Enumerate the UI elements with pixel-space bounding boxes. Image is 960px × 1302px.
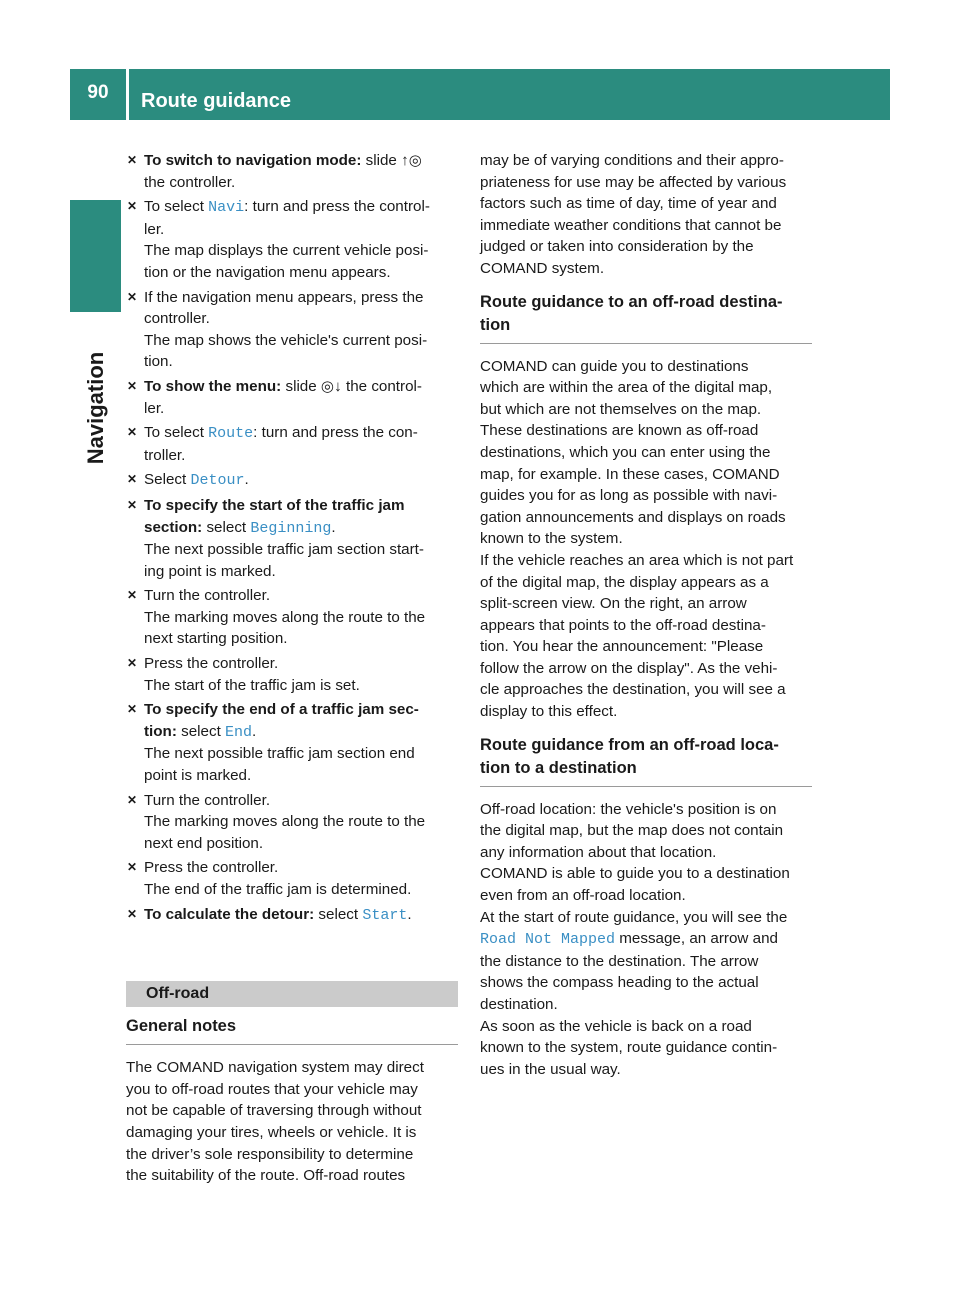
instruction-step: ✕ To calculate the detour: select Start. [127, 905, 412, 924]
instruction-step: ✕ Press the controller. The start of the traffic jam is set. [127, 655, 360, 694]
step-arrow-icon: ✕ [127, 702, 138, 717]
page-number: 90 [87, 82, 109, 103]
instruction-step: ✕ Turn the controller. The marking moves along the route to the next starting position. [127, 587, 426, 648]
offroad-destination-heading: Route guidance to an off-road destina- tion [480, 291, 812, 344]
continuation-text: may be of varying conditions and their appro- priateness for use may be affected by various factors such as time of day, time of year and immediate weather conditions that cannot be judged or taken into consideration by the COMAND system. [480, 152, 787, 277]
offroad-location-text: Off-road location: the vehicle's position is on the digital map, but the map does not contain any information about that location. COMAND is able to guide you to a destination even from an off-road location. At the start of route guidance, you will see the Road Not Mapped message, an arrow and the distance to the destination. The arrow shows the compass heading to the actual destination. As soon as the vehicle is back on a road known to the system, route guidance contin- ues in the usual way. [480, 800, 790, 1078]
step-arrow-icon: ✕ [127, 289, 138, 304]
offroad-destination-text: COMAND can guide you to destinations which are within the area of the digital map, but which are not themselves on the map. These destinations are known as off-road destinations, which you can enter using the map, for example. In these cases, COMAND guides you for as long as possible with navi- gation announcements and displays on roads known to the system. If the vehicle reaches an area which is not part of the digital map, the display appears as a split-screen view. On the right, an arrow appears that points to the off-road destina- tion. You hear the announcement: "Please follow the arrow on the display". As the vehi- cle approaches the destination, you will see a display to this effect. [480, 357, 794, 721]
right-column [480, 150, 812, 1083]
instruction-step: ✕ To switch to navigation mode: slide ↑◎ the controller. [127, 152, 422, 191]
instruction-step: ✕ To show the menu: slide ◎↓ the control- ler. [127, 377, 422, 417]
section-title: Route guidance [141, 90, 292, 112]
instruction-step: ✕ To select Route: turn and press the con- troller. [127, 424, 418, 464]
instruction-step: ✕ To specify the end of a traffic jam sec- tion: select End. The next possible traffic jam section end point is marked. [127, 701, 419, 785]
instruction-step: ✕ To select Navi: turn and press the control- ler. The map displays the current vehicle posi- tion or the navigation menu appears. [127, 198, 430, 281]
chapter-tab [70, 200, 121, 312]
step-arrow-icon: ✕ [127, 425, 138, 440]
general-notes-heading: General notes [126, 1015, 458, 1045]
step-arrow-icon: ✕ [127, 497, 138, 512]
step-arrow-icon: ✕ [127, 378, 138, 393]
step-arrow-icon: ✕ [127, 792, 138, 807]
step-arrow-icon: ✕ [127, 906, 138, 921]
offroad-location-heading: Route guidance from an off-road loca- tion to a destination [480, 734, 812, 787]
instruction-step: ✕ To specify the start of the traffic jam section: select Beginning. The next possible traffic jam section start- ing point is marked. [127, 496, 424, 580]
chapter-label [70, 318, 121, 498]
offroad-heading: Off-road [126, 981, 458, 1007]
general-notes-text: The COMAND navigation system may direct you to off-road routes that your vehicle may not be capable of traversing through without damaging your tires, wheels or vehicle. It is the driver’s sole responsibility to determine the suitability of the route. Off-road routes [126, 1059, 424, 1185]
step-arrow-icon: ✕ [127, 860, 138, 875]
chapter-label-text: Navigation [82, 351, 108, 465]
step-arrow-icon: ✕ [127, 472, 138, 487]
step-arrow-icon: ✕ [127, 588, 138, 603]
header-divider [126, 69, 129, 120]
step-arrow-icon: ✕ [127, 656, 138, 671]
instruction-step: ✕ Turn the controller. The marking moves along the route to the next end position. [127, 791, 426, 852]
step-arrow-icon: ✕ [127, 199, 138, 214]
instruction-step: ✕ Press the controller. The end of the traffic jam is determined. [127, 859, 412, 898]
instruction-step: ✕ Select Detour. [127, 471, 249, 490]
step-arrow-icon: ✕ [127, 153, 138, 167]
instruction-step: ✕ If the navigation menu appears, press the controller. The map shows the vehicle's current posi- tion. [127, 288, 428, 371]
left-column [126, 150, 458, 1187]
